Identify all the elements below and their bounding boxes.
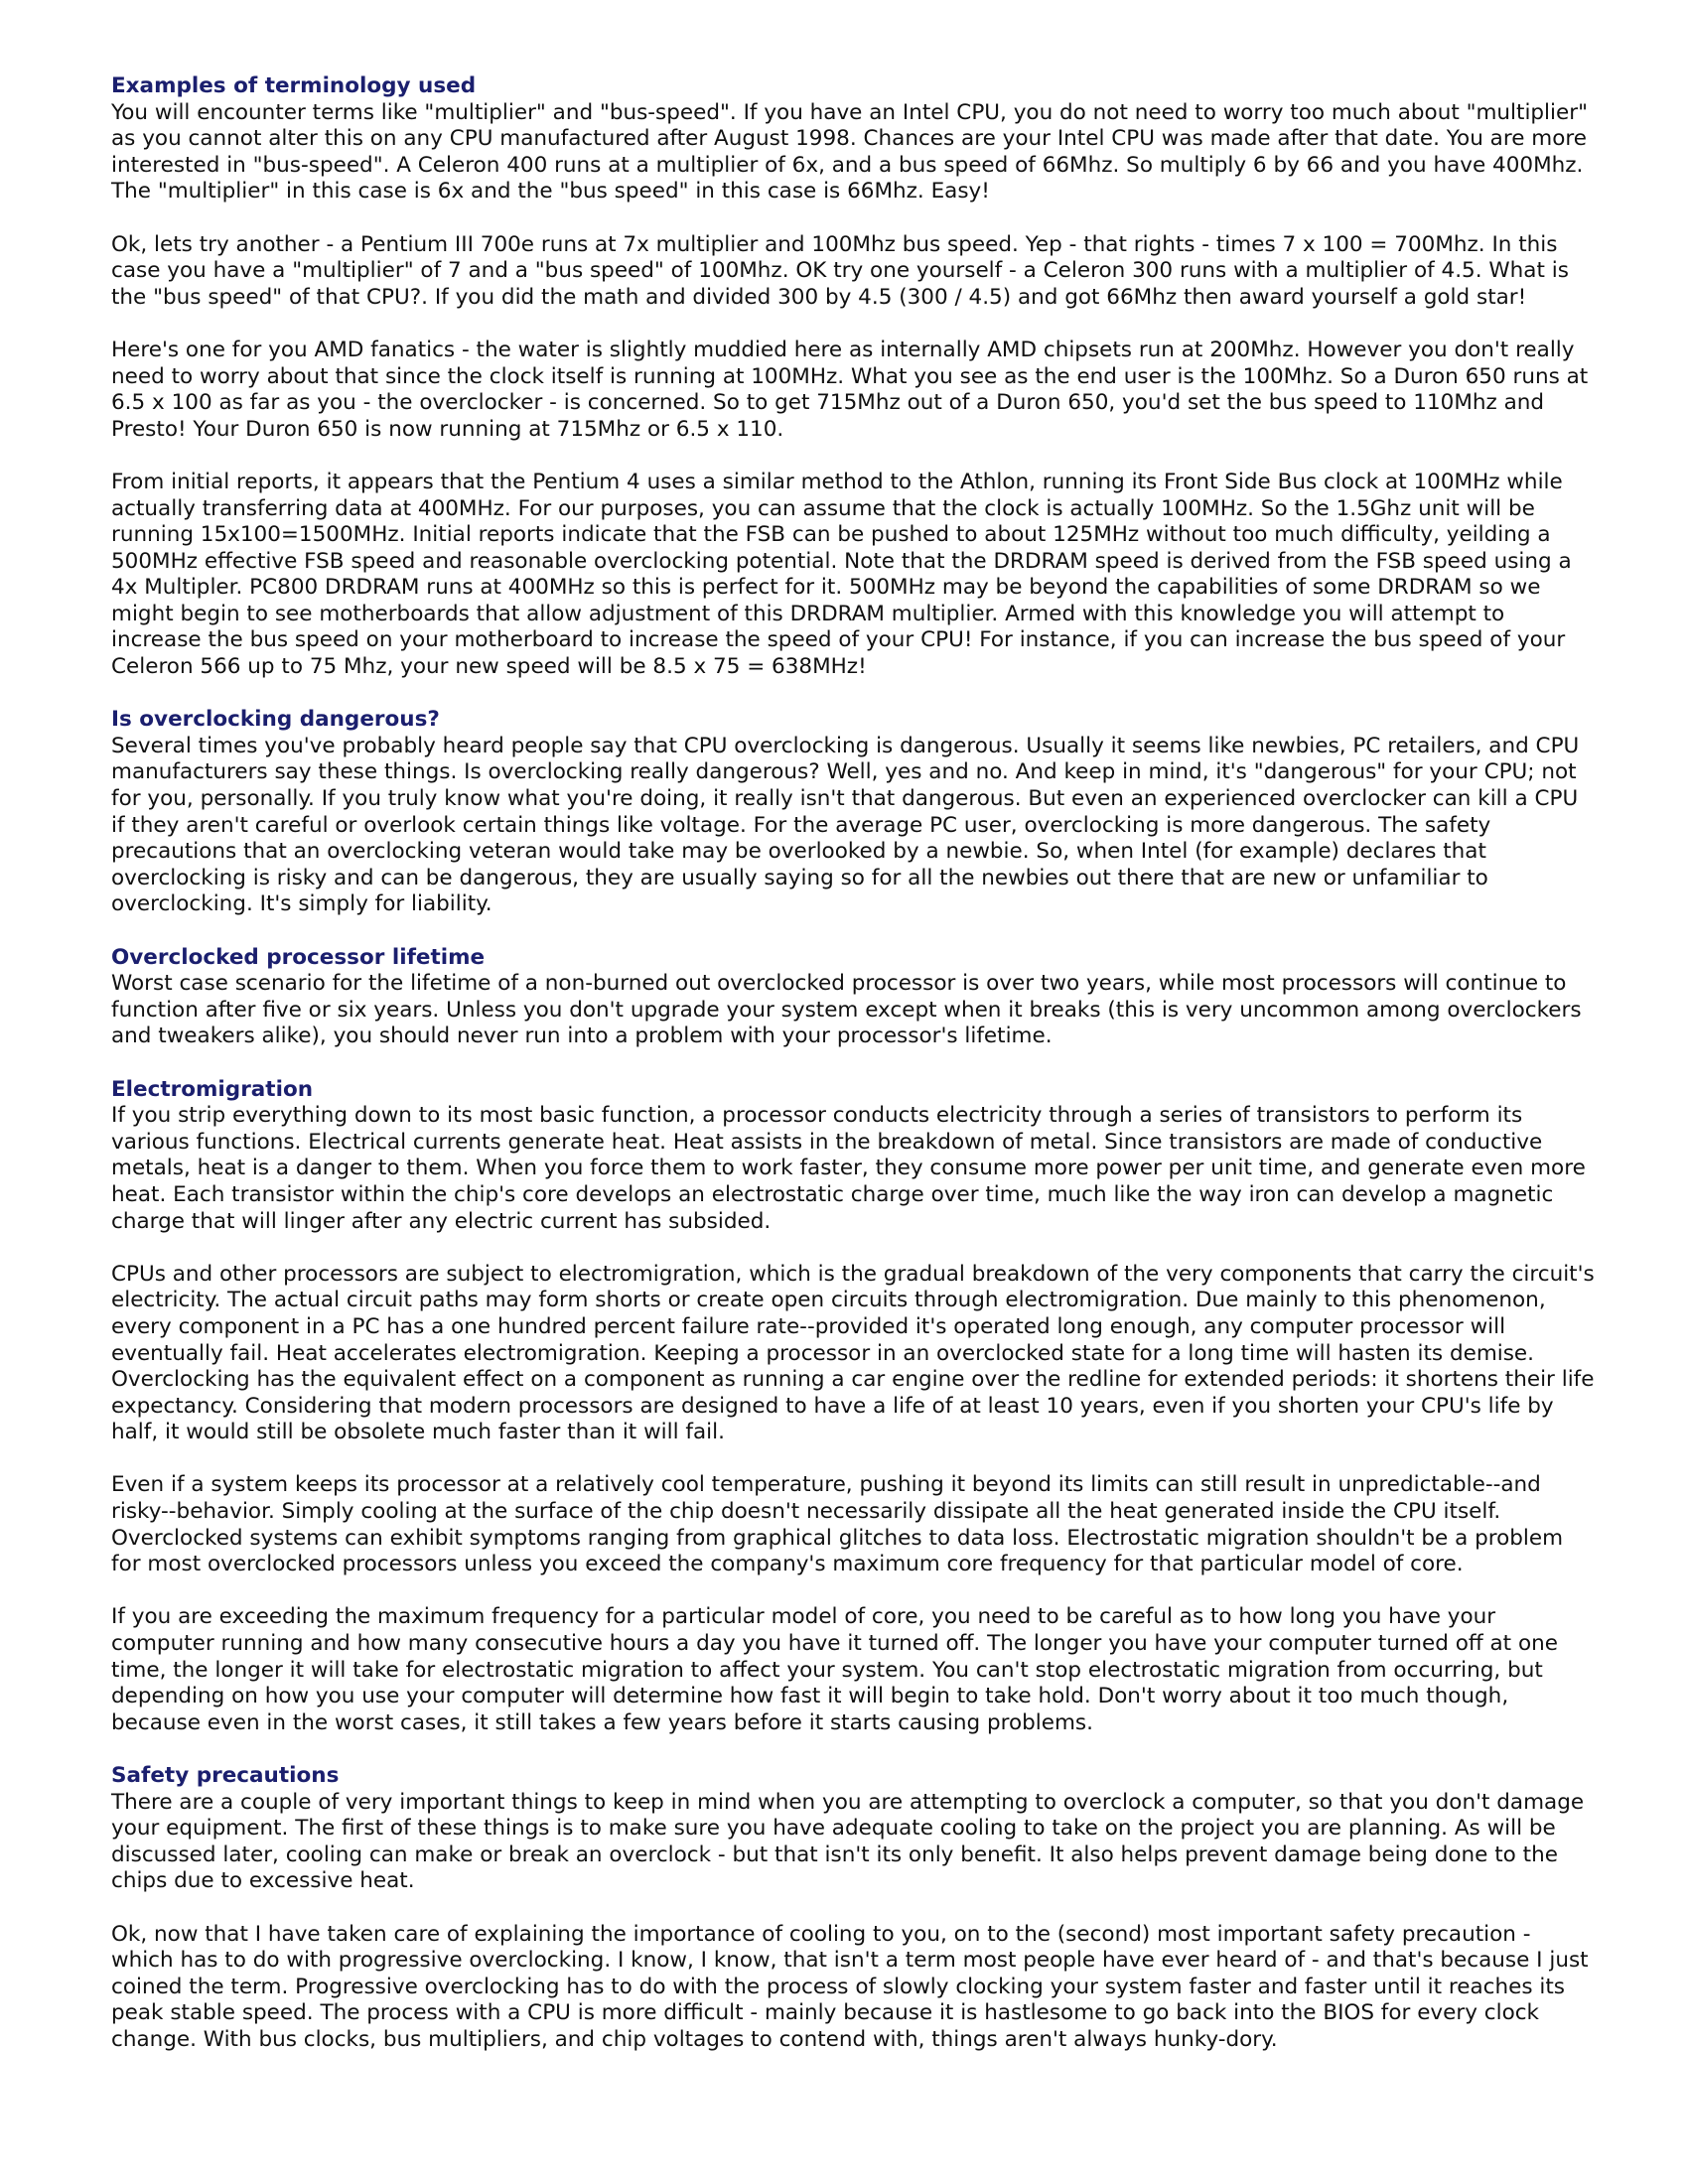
- paragraph: Ok, lets try another - a Pentium III 700e runs at 7x multiplier and 100Mhz bus speed. Yep - that rights - times 7 x 100 = 700Mhz. In this case you have a "multiplier" of 7 and a "bus speed" of 100Mhz. OK try one yourself - a Celeron 300 runs with a multiplier of 4.5. What is the "bus speed" of that CPU?. If you did the math and divided 300 by 4.5 (300 / 4.5) and got 66Mhz then award yourself a gold star!: [111, 231, 1569, 310]
- section-overclocked-processor-lifetime: [111, 945, 1597, 1050]
- paragraph: If you strip everything down to its most basic function, a processor conducts electricity through a series of transistors to perform its various functions. Electrical currents generate heat. Heat assists in the breakdown of metal. Since transistors are made of conductive metals, heat is a danger to them. When you force them to work faster, they consume more power per unit time, and generate even more heat. Each transistor within the chip's core develops an electrostatic charge over time, much like the way iron can develop a magnetic charge that will linger after any electric current has subsided.: [111, 1103, 1586, 1234]
- section-electromigration: [111, 1077, 1597, 1737]
- paragraph: There are a couple of very important things to keep in mind when you are attempting to overclock a computer, so that you don't damage your equipment. The first of these things is to make sure you have adequate cooling to take on the project you are planning. As will be discussed later, cooling can make or break an overclock - but that isn't its only benefit. It also helps prevent damage being done to the chips due to excessive heat.: [111, 1789, 1585, 1894]
- section-safety-precautions: [111, 1763, 1597, 2054]
- paragraph: From initial reports, it appears that the Pentium 4 uses a similar method to the Athlon, running its Front Side Bus clock at 100MHz while actually transferring data at 400MHz. For our purposes, you can assume that the clock is actually 100MHz. So the 1.5Ghz unit will be running 15x100=1500MHz. Initial reports indicate that the FSB can be pushed to about 125MHz without too much difficulty, yeilding a 500MHz effective FSB speed and reasonable overclocking potential. Note that the DRDRAM speed is derived from the FSB speed using a 4x Multipler. PC800 DRDRAM runs at 400MHz so this is perfect for it. 500MHz may be beyond the capabilities of some DRDRAM so we might begin to see motherboards that allow adjustment of this DRDRAM multiplier. Armed with this knowledge you will attempt to increase the bus speed on your motherboard to increase the speed of your CPU! For instance, if you can increase the bus speed of your Celeron 566 up to 75 Mhz, your new speed will be 8.5 x 75 = 638MHz!: [111, 469, 1572, 680]
- section-heading: Is overclocking dangerous?: [111, 707, 440, 733]
- section-heading: Electromigration: [111, 1076, 314, 1102]
- document-body: [111, 73, 1597, 2080]
- section-examples-of-terminology-used: [111, 73, 1597, 681]
- section-is-overclocking-dangerous: [111, 707, 1597, 918]
- paragraph: If you are exceeding the maximum frequency for a particular model of core, you need to be careful as to how long you have your computer running and how many consecutive hours a day you have it turned off. The longer you have your computer turned off at one time, the longer it will take for electrostatic migration to affect your system. You can't stop electrostatic migration from occurring, but depending on how you use your computer will determine how fast it will begin to take hold. Don't worry about it too much though, because even in the worst cases, it still takes a few years before it starts causing problems.: [111, 1604, 1558, 1735]
- paragraph: CPUs and other processors are subject to electromigration, which is the gradual breakdown of the very components that carry the circuit's electricity. The actual circuit paths may form shorts or create open circuits through electromigration. Due mainly to this phenomenon, every component in a PC has a one hundred percent failure rate--provided it's operated long enough, any computer processor will eventually fail. Heat accelerates electromigration. Keeping a processor in an overclocked state for a long time will hasten its demise. Overclocking has the equivalent effect on a component as running a car engine over the redline for extended periods: it shortens their life expectancy. Considering that modern processors are designed to have a life of at least 10 years, even if you shorten your CPU's life by half, it would still be obsolete much faster than it will fail.: [111, 1261, 1595, 1445]
- section-heading: Safety precautions: [111, 1763, 340, 1788]
- paragraph: Several times you've probably heard people say that CPU overclocking is dangerous. Usually it seems like newbies, PC retailers, and CPU manufacturers say these things. Is overclocking really dangerous? Well, yes and no. And keep in mind, it's "dangerous" for your CPU; not for you, personally. If you truly know what you're doing, it really isn't that dangerous. But even an experienced overclocker can kill a CPU if they aren't careful or overlook certain things like voltage. For the average PC user, overclocking is more dangerous. The safety precautions that an overclocking veteran would take may be overlooked by a newbie. So, when Intel (for example) declares that overclocking is risky and can be dangerous, they are usually saying so for all the newbies out there that are new or unfamiliar to overclocking. It's simply for liability.: [111, 733, 1580, 917]
- paragraph: Worst case scenario for the lifetime of a non-burned out overclocked processor is over two years, while most processors will continue to function after five or six years. Unless you don't upgrade your system except when it breaks (this is very uncommon among overclockers and tweakers alike), you should never run into a problem with your processor's lifetime.: [111, 971, 1582, 1049]
- section-heading: Examples of terminology used: [111, 73, 477, 98]
- paragraph: Even if a system keeps its processor at a relatively cool temperature, pushing it beyond its limits can still result in unpredictable--and risky--behavior. Simply cooling at the surface of the chip doesn't necessarily dissipate all the heat generated inside the CPU itself. Overclocked systems can exhibit symptoms ranging from graphical glitches to data loss. Electrostatic migration shouldn't be a problem for most overclocked processors unless you exceed the company's maximum core frequency for that particular model of core.: [111, 1472, 1564, 1577]
- paragraph: You will encounter terms like "multiplier" and "bus-speed". If you have an Intel CPU, you do not need to worry too much about "multiplier" as you cannot alter this on any CPU manufactured after August 1998. Chances are your Intel CPU was made after that date. You are more interested in "bus-speed". A Celeron 400 runs at a multiplier of 6x, and a bus speed of 66Mhz. So multiply 6 by 66 and you have 400Mhz. The "multiplier" in this case is 6x and the "bus speed" in this case is 66Mhz. Easy!: [111, 99, 1588, 205]
- paragraph: Here's one for you AMD fanatics - the water is slightly muddied here as internally AMD chipsets run at 200Mhz. However you don't really need to worry about that since the clock itself is running at 100MHz. What you see as the end user is the 100Mhz. So a Duron 650 runs at 6.5 x 100 as far as you - the overclocker - is concerned. So to get 715Mhz out of a Duron 650, you'd set the bus speed to 110Mhz and Presto! Your Duron 650 is now running at 715Mhz or 6.5 x 110.: [111, 337, 1589, 442]
- section-heading: Overclocked processor lifetime: [111, 944, 486, 970]
- paragraph: Ok, now that I have taken care of explaining the importance of cooling to you, on to the (second) most important safety precaution - which has to do with progressive overclocking. I know, I know, that isn't a term most people have ever heard of - and that's because I just coined the term. Progressive overclocking has to do with the process of slowly clocking your system faster and faster until it reaches its peak stable speed. The process with a CPU is more difficult - mainly because it is hastlesome to go back into the BIOS for every clock change. With bus clocks, bus multipliers, and chip voltages to contend with, things aren't always hunky-dory.: [111, 1921, 1589, 2052]
